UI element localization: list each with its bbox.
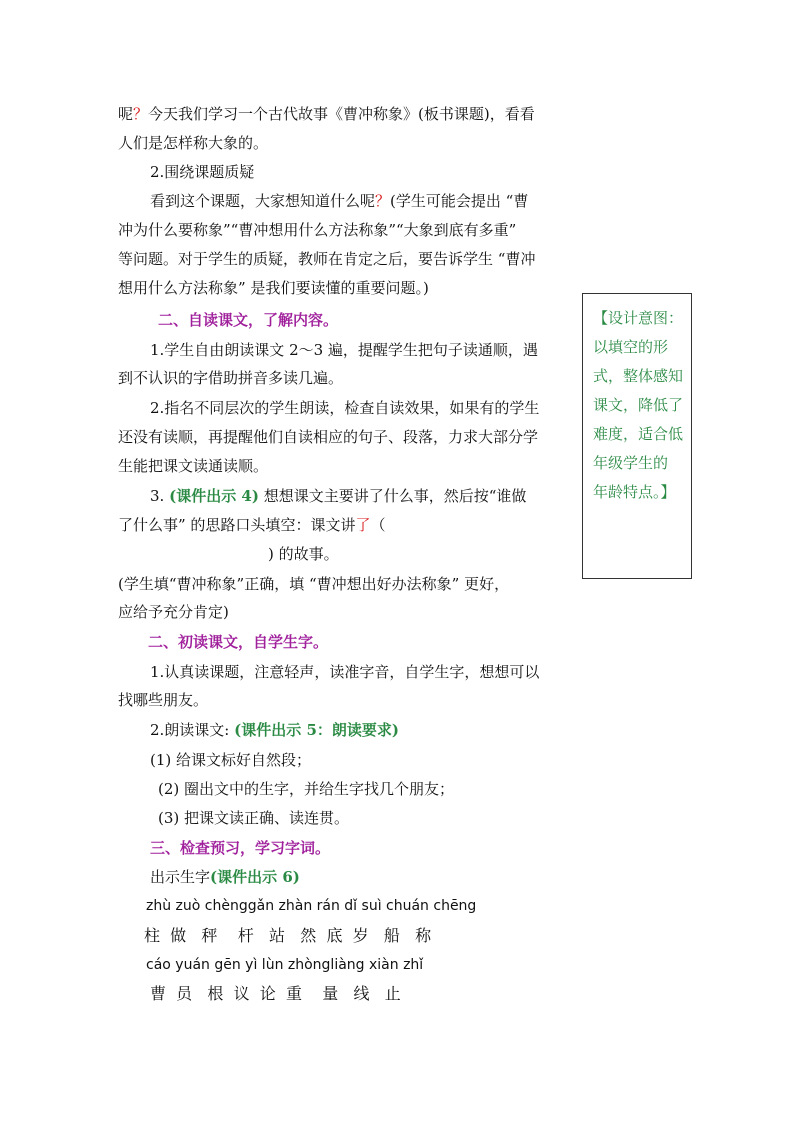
text: (学生可能会提出 “曹 [390, 192, 529, 210]
section-heading: 三、检查预习，学习字词。 [150, 839, 331, 857]
pinyin-row: zhù zuò chènggǎn zhàn rán dǐ suì chuán chēng [146, 898, 477, 914]
text-line: 人们是怎样称大象的。 [118, 134, 269, 152]
text-line: 生能把课文读通读顺。 [118, 457, 269, 475]
text-line: 等问题。对于学生的质疑，教师在肯定之后，要告诉学生 “曹冲 [118, 250, 536, 268]
hanzi-row [150, 984, 401, 1004]
text: 出示生字 [150, 868, 211, 886]
text-line: 应给予充分肯定) [118, 603, 229, 621]
text: 呢 [118, 105, 134, 123]
sidebar-line: 难度，适合低 [593, 425, 684, 443]
sidebar-line: 式，整体感知 [593, 367, 684, 385]
text: 想想课文主要讲了什么事，然后按“谁做 [263, 487, 527, 505]
text-line: 1.学生自由朗读课文 2～3 遍，提醒学生把句子读通顺，遇 [150, 341, 538, 359]
text-line: (3) 把课文读正确、读连贯。 [158, 809, 350, 827]
open-paren: （ [370, 516, 386, 534]
text-line [118, 515, 385, 535]
text: 看到这个课题，大家想知道什么呢 [150, 192, 376, 210]
text-line: (学生填“曹冲称象”正确，填 “曹冲想出好办法称象” 更好， [118, 575, 510, 593]
text-line: 2.指名不同层次的学生朗读，检查自读效果，如果有的学生 [150, 399, 540, 417]
text-line: 1.认真读课题，注意轻声，读准字音，自学生字，想想可以 [150, 663, 540, 681]
highlight-char: 了 [355, 516, 371, 534]
text: 了什么事” 的思路口头填空：课文讲 [118, 516, 356, 534]
hanzi-text: 柱 做 秤 杆 站 然 底 岁 船 称 [144, 926, 432, 945]
subheading: 2.围绕课题质疑 [150, 163, 255, 181]
text-line: 想用什么方法称象” 是我们要读懂的重要问题。) [118, 279, 429, 297]
courseware-note: (课件出示 6) [210, 868, 300, 886]
text-line [150, 720, 399, 740]
text-line: 还没有读顺，再提醒他们自读相应的句子、段落，力求大部分学 [118, 428, 539, 446]
sidebar-line: 年级学生的 [593, 454, 669, 472]
pinyin-row: cáo yuán gēn yì lùn zhòngliàng xiàn zhǐ [146, 957, 424, 973]
hanzi-text: 曹 员 根 议 论 重 量 线 止 [150, 984, 401, 1003]
text: 2.朗读课文: [150, 721, 230, 739]
section-heading: 二、自读课文，了解内容。 [158, 311, 339, 329]
text: 3. [150, 487, 165, 505]
hanzi-row [144, 926, 431, 946]
sidebar-line: 课文，降低了 [593, 396, 684, 414]
question-mark: ？ [133, 105, 149, 123]
question-mark: ？ [375, 192, 391, 210]
text-line: (1) 给课文标好自然段； [150, 751, 312, 769]
text-line [150, 191, 528, 211]
sidebar-line: 年龄特点。】 [593, 483, 676, 501]
text-line [118, 104, 535, 124]
text-line: ) 的故事。 [268, 545, 339, 563]
sidebar-line: 【设计意图： [593, 309, 684, 327]
sidebar-line: 以填空的形 [593, 338, 669, 356]
text-line: 到不认识的字借助拼音多读几遍。 [118, 369, 344, 387]
courseware-note: (课件出示 5：朗读要求) [234, 721, 400, 739]
text-line: (2) 圈出文中的生字，并给生字找几个朋友； [158, 780, 455, 798]
design-intent-box [582, 293, 692, 579]
text-line [150, 867, 300, 887]
text-line: 冲为什么要称象”“曹冲想用什么方法称象”“大象到底有多重” [118, 221, 517, 239]
text-line: 找哪些朋友。 [118, 691, 209, 709]
text: 今天我们学习一个古代故事《曹冲称象》(板书课题)，看看 [148, 105, 535, 123]
section-heading: 二、初读课文，自学生字。 [148, 633, 329, 651]
courseware-note: (课件出示 4) [169, 487, 259, 505]
text-line [150, 486, 526, 506]
